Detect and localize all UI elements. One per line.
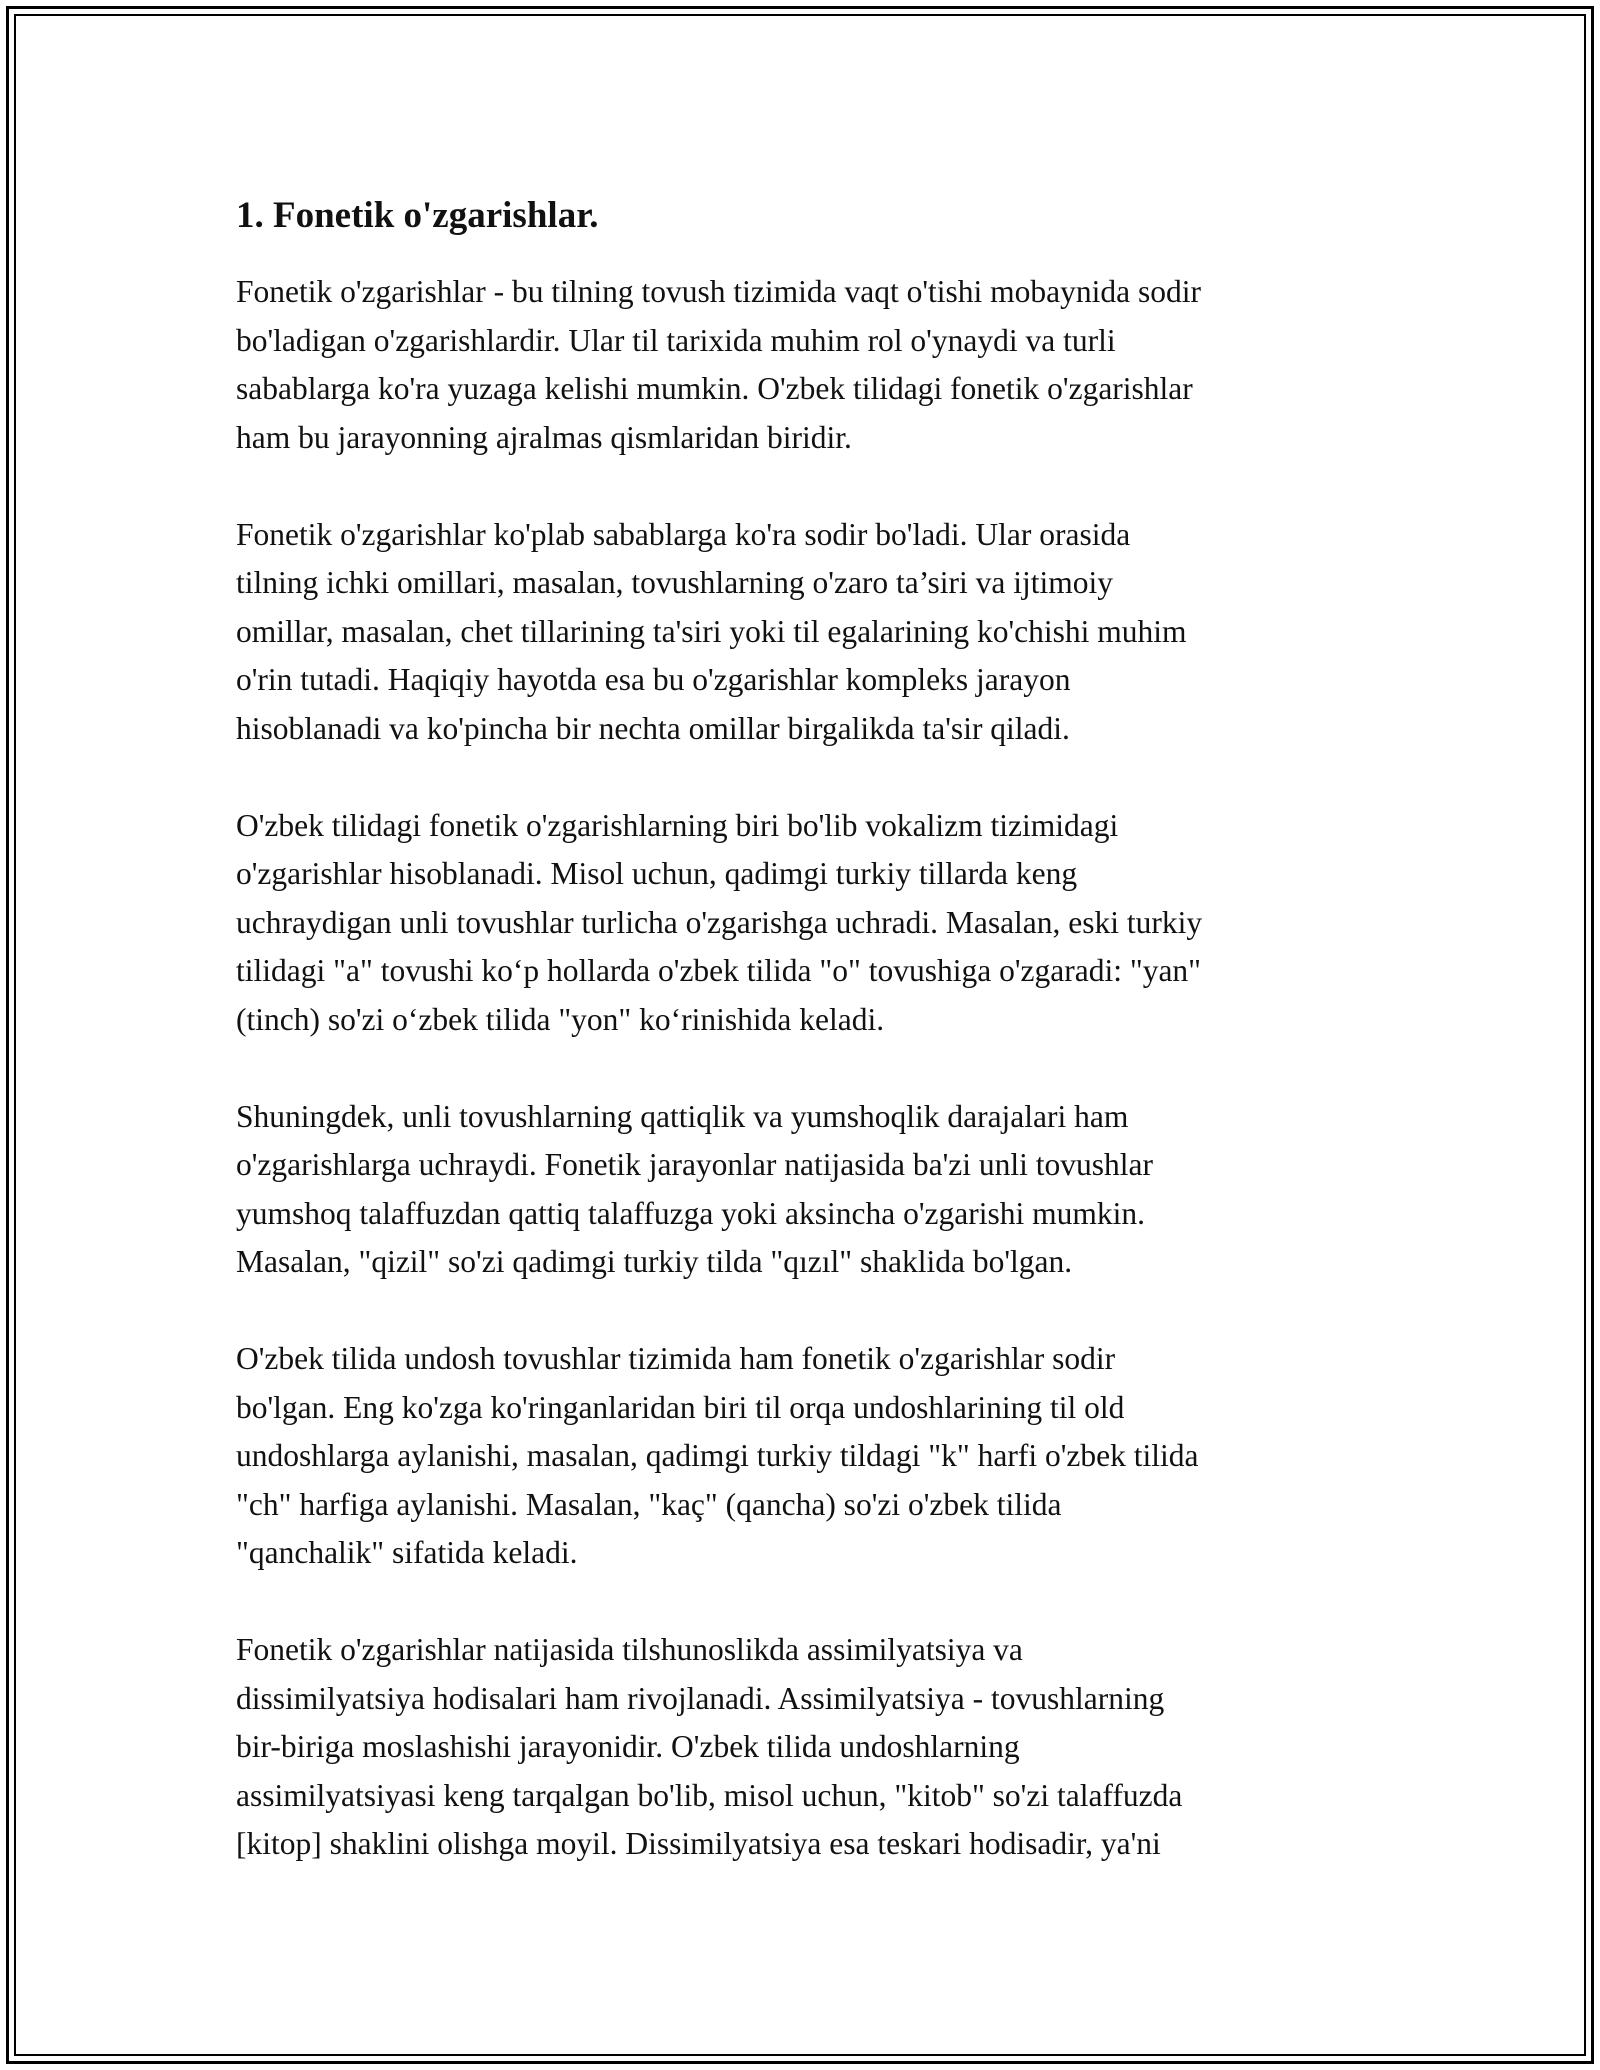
paragraph-line: dissimilyatsiya hodisalari ham rivojlanadi. Assimilyatsiya - tovushlarning	[236, 1680, 1165, 1716]
paragraph-line: [kitop] shaklini olishga moyil. Dissimilyatsiya esa teskari hodisadir, ya'ni	[236, 1826, 1161, 1861]
paragraph-line: Masalan, "qizil" so'zi qadimgi turkiy tilda "qızıl" shaklida bo'lgan.	[236, 1244, 1073, 1279]
paragraph-line: "qanchalik" sifatida keladi.	[236, 1535, 578, 1570]
paragraph-line: bir-biriga moslashishi jarayonidir. O'zbek tilida undoshlarning	[236, 1729, 1020, 1764]
paragraph-line: o'zgarishlarga uchraydi. Fonetik jarayonlar natijasida ba'zi unli tovushlar	[236, 1147, 1153, 1182]
paragraph-line: undoshlarga aylanishi, masalan, qadimgi turkiy tildagi "k" harfi o'zbek tilida	[236, 1438, 1199, 1473]
paragraph-line: Fonetik o'zgarishlar natijasida tilshunoslikda assimilyatsiya va	[236, 1632, 1023, 1667]
paragraph-line: tilidagi "a" tovushi ko‘p hollarda o'zbek tilida "o" tovushiga o'zgaradi: "yan"	[236, 953, 1202, 988]
section-title: 1. Fonetik o'zgarishlar.	[236, 195, 599, 236]
paragraph-line: sabablarga ko'ra yuzaga kelishi mumkin. O'zbek tilidagi fonetik o'zgarishlar	[236, 371, 1193, 406]
paragraph-line: Shuningdek, unli tovushlarning qattiqlik va yumshoqlik darajalari ham	[236, 1098, 1129, 1134]
paragraph-line: Fonetik o'zgarishlar - bu tilning tovush tizimida vaqt o'tishi mobaynida sodir	[236, 274, 1201, 309]
paragraph-line: bo'ladigan o'zgarishlardir. Ular til tarixida muhim rol o'ynaydi va turli	[236, 322, 1116, 358]
document-body	[236, 188, 1371, 1917]
paragraph-line: (tinch) so'zi o‘zbek tilida "yon" ko‘rinishida keladi.	[236, 1001, 885, 1037]
paragraph-2	[236, 511, 1371, 754]
paragraph-5	[236, 1335, 1371, 1578]
paragraph-line: yumshoq talaffuzdan qattiq talaffuzga yoki aksincha o'zgarishi mumkin.	[236, 1195, 1146, 1231]
paragraph-line: o'rin tutadi. Haqiqiy hayotda esa bu o'zgarishlar kompleks jarayon	[236, 662, 1071, 697]
paragraph-line: "ch" harfiga aylanishi. Masalan, "kaç" (qancha) so'zi o'zbek tilida	[236, 1486, 1062, 1522]
paragraph-line: omillar, masalan, chet tillarining ta'siri yoki til egalarining ko'chishi muhim	[236, 613, 1187, 649]
paragraph-line: tilning ichki omillari, masalan, tovushlarning o'zaro ta’siri va ijtimoiy	[236, 565, 1114, 600]
paragraph-line: o'zgarishlar hisoblanadi. Misol uchun, qadimgi turkiy tillarda keng	[236, 856, 1078, 891]
paragraph-line: bo'lgan. Eng ko'zga ko'ringanlaridan biri til orqa undoshlarining til old	[236, 1389, 1125, 1425]
paragraph-line: assimilyatsiyasi keng tarqalgan bo'lib, misol uchun, "kitob" so'zi talaffuzda	[236, 1777, 1183, 1813]
paragraph-1	[236, 268, 1371, 462]
paragraph-line: hisoblanadi va ko'pincha bir nechta omillar birgalikda ta'sir qiladi.	[236, 710, 1070, 746]
paragraph-line: Fonetik o'zgarishlar ko'plab sabablarga ko'ra sodir bo'ladi. Ular orasida	[236, 516, 1131, 552]
paragraph-line: O'zbek tilidagi fonetik o'zgarishlarning biri bo'lib vokalizm tizimidagi	[236, 807, 1119, 843]
paragraph-3	[236, 802, 1371, 1045]
paragraph-6	[236, 1626, 1371, 1869]
paragraph-line: uchraydigan unli tovushlar turlicha o'zgarishga uchradi. Masalan, eski turkiy	[236, 904, 1203, 940]
paragraph-4	[236, 1093, 1371, 1287]
paragraph-line: O'zbek tilida undosh tovushlar tizimida ham fonetik o'zgarishlar sodir	[236, 1341, 1116, 1376]
paragraph-line: ham bu jarayonning ajralmas qismlaridan biridir.	[236, 419, 852, 455]
